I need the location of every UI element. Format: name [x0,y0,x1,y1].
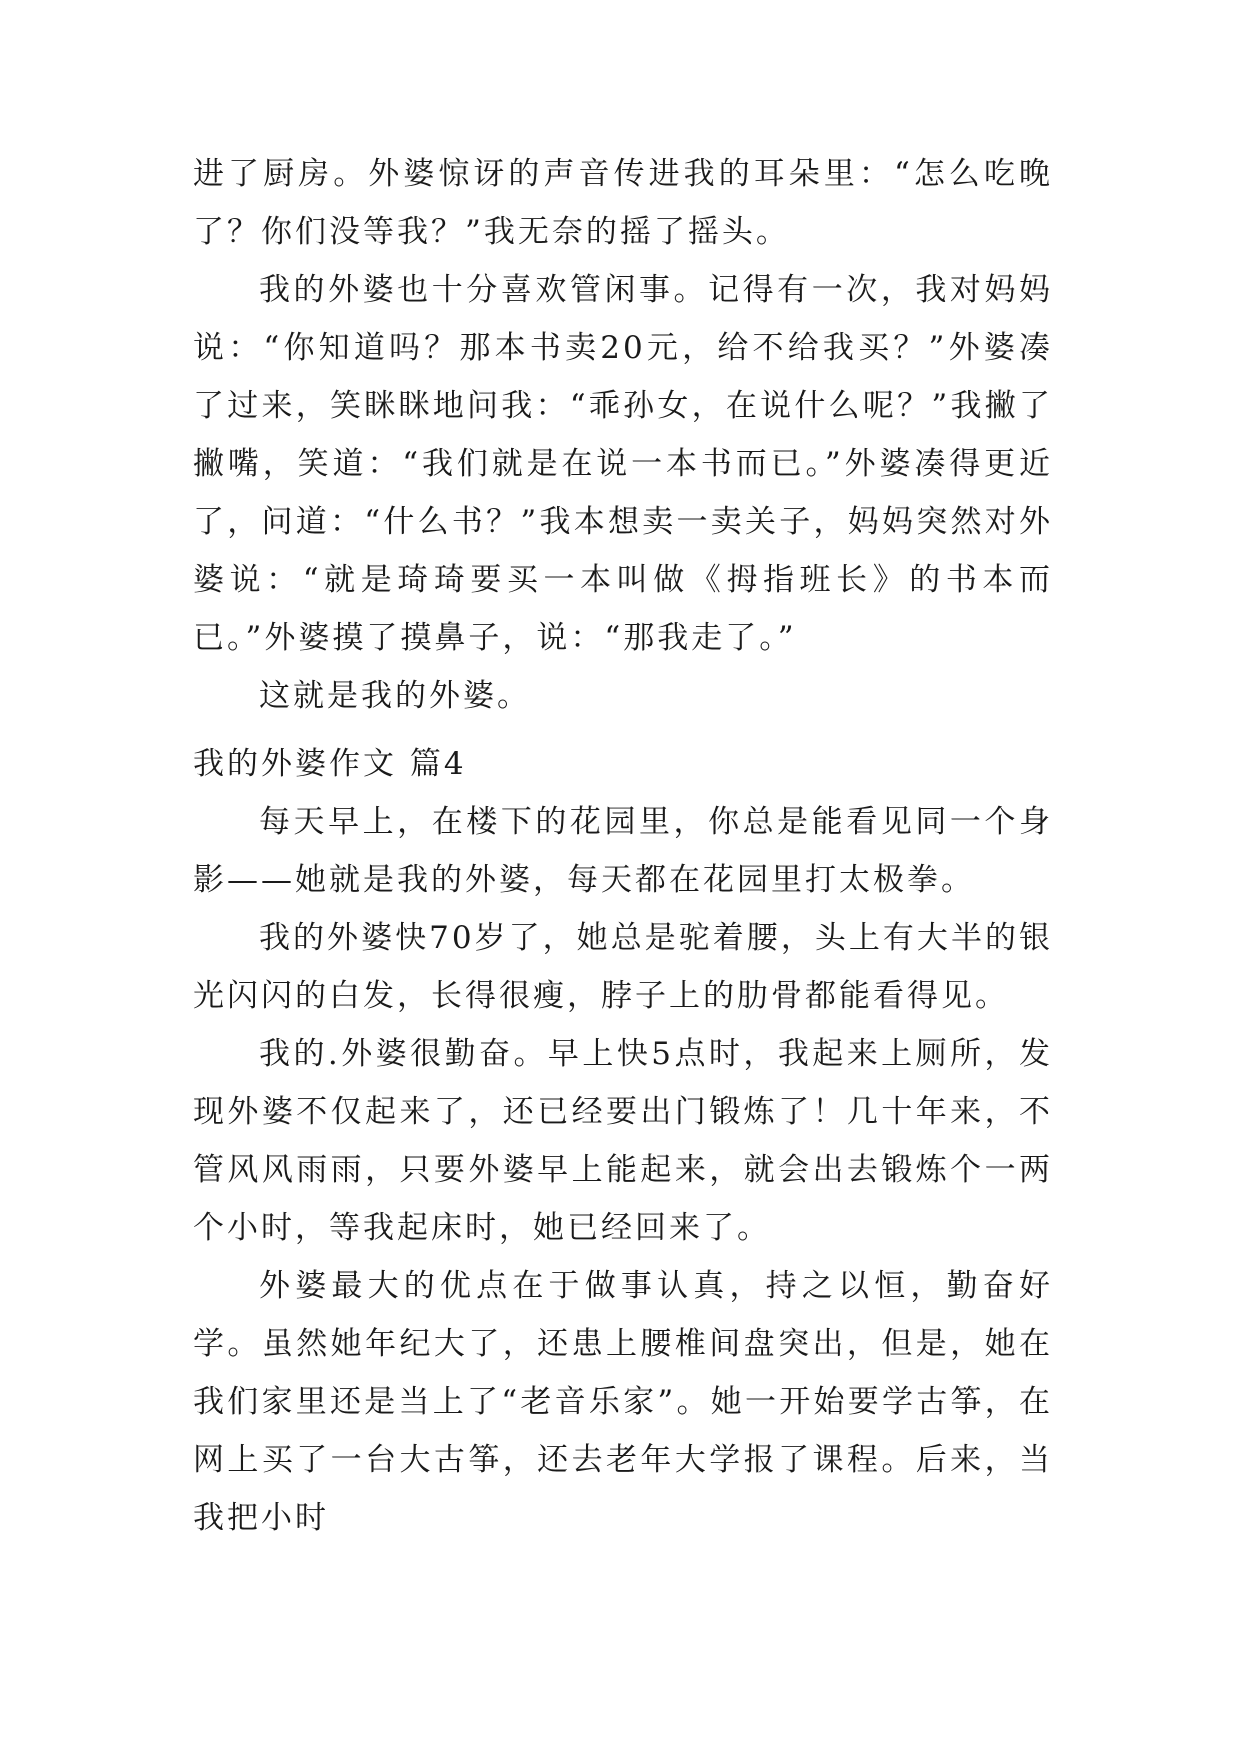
section-title: 我的外婆作文 篇4 [193,746,467,782]
paragraph-busybody: 我的外婆也十分喜欢管闲事。记得有一次，我对妈妈说：“你知道吗？那本书卖20元，给不给我买？”外婆凑了过来，笑眯眯地问我：“乖孙女，在说什么呢？”我撇了撇嘴，笑道：“我们就是在说一本书而已。”外婆凑得更近了，问道：“什么书？”我本想卖一卖关子，妈妈突然对外婆说：“就是琦琦要买一本叫做《拇指班长》的书本而已。”外婆摸了摸鼻子，说：“那我走了。” [193,272,1053,656]
section-4 [193,735,1053,1547]
paragraph-morning: 每天早上，在楼下的花园里，你总是能看见同一个身影——她就是我的外婆，每天都在花园里打太极拳。 [193,804,1053,898]
paragraph-appearance: 我的外婆快70岁了，她总是驼着腰，头上有大半的银光闪闪的白发，长得很瘦，脖子上的肋骨都能看得见。 [193,920,1053,1014]
paragraph-virtues: 外婆最大的优点在于做事认真，持之以恒，勤奋好学。虽然她年纪大了，还患上腰椎间盘突出，但是，她在我们家里还是当上了“老音乐家”。她一开始要学古筝，在网上买了一台大古筝，还去老年大学报了课程。后来，当我把小时 [193,1268,1053,1536]
paragraph-conclusion: 这就是我的外婆。 [259,678,531,714]
continuation-text [193,145,1053,725]
paragraph-diligent: 我的.外婆很勤奋。早上快5点时，我起来上厕所，发现外婆不仅起来了，还已经要出门锻炼了！几十年来，不管风风雨雨，只要外婆早上能起来，就会出去锻炼个一两个小时，等我起床时，她已经回来了。 [193,1036,1053,1246]
paragraph-continuation: 进了厨房。外婆惊讶的声音传进我的耳朵里：“怎么吃晚了？你们没等我？”我无奈的摇了摇头。 [193,156,1053,250]
